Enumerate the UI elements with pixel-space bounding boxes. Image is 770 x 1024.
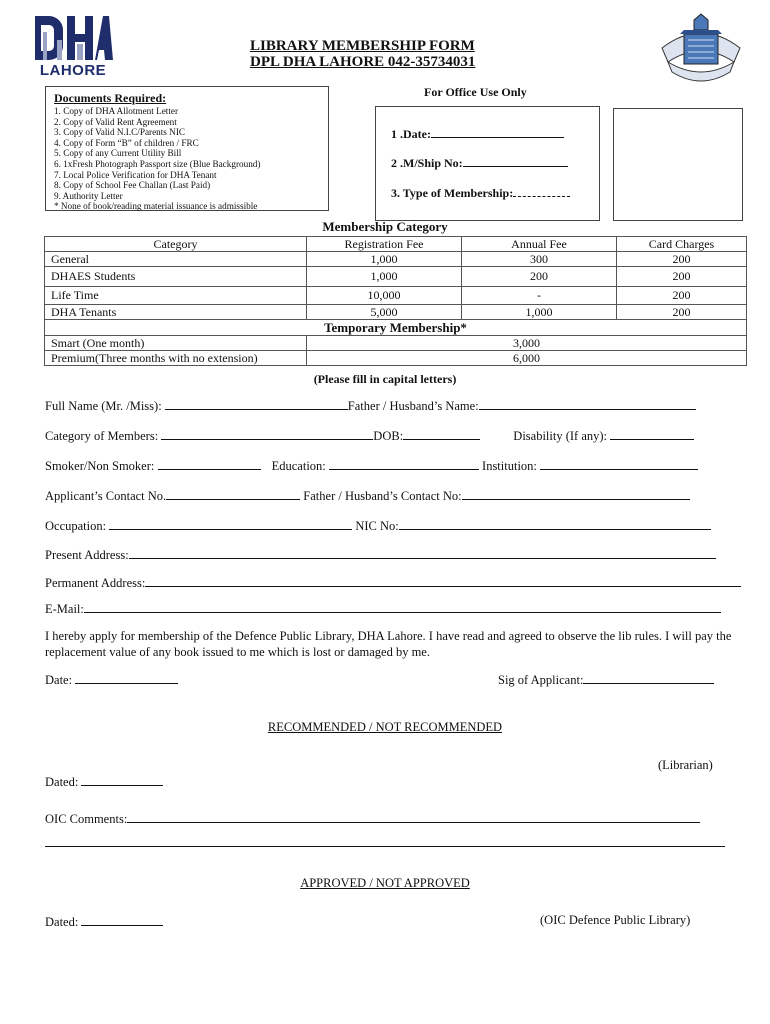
occupation-field[interactable] [109,517,352,530]
rec-dated-label: Dated: [45,775,79,789]
table-header-cell: Annual Fee [462,237,617,252]
table-row [45,252,747,267]
table-cell: 3,000 [307,336,747,351]
table-cell: DHAES Students [45,267,307,287]
contact-label: Applicant’s Contact No. [45,489,167,503]
category-field[interactable] [161,427,373,440]
dha-lahore-logo [33,12,113,80]
category-label: Category of Members: [45,429,159,443]
table-row [45,351,747,366]
document-item: 7. Local Police Verification for DHA Tenant [54,169,217,180]
table-row [45,305,747,320]
table-cell: 6,000 [307,351,747,366]
table-cell: Premium(Three months with no extension) [45,351,307,366]
documents-heading: Documents Required: [54,91,167,105]
father-name-label: Father / Husband’s Name: [347,399,479,413]
table-cell: 1,000 [307,267,462,287]
librarian-label: (Librarian) [658,758,713,772]
table-cell: 200 [617,287,747,305]
table-cell: General [45,252,307,267]
nic-field[interactable] [399,517,711,530]
document-item: 2. Copy of Valid Rent Agreement [54,116,177,127]
date-row [45,671,178,688]
email-label: E-Mail: [45,602,84,616]
table-row [45,336,747,351]
full-name-label: Full Name (Mr. /Miss): [45,399,162,413]
document-item: 4. Copy of Form “B” of children / FRC [54,137,199,148]
table-cell: 200 [462,267,617,287]
permanent-address-field[interactable] [145,574,741,587]
father-contact-label: Father / Husband’s Contact No: [303,489,462,503]
office-date-field[interactable] [431,125,564,138]
temporary-membership-heading: Temporary Membership* [45,320,747,336]
rec-dated-field[interactable] [81,773,163,786]
occupation-label: Occupation: [45,519,107,533]
office-date-label: 1 .Date: [391,127,431,141]
education-field[interactable] [329,457,479,470]
app-dated-row [45,913,163,930]
date-label: Date: [45,673,73,687]
father-name-field[interactable] [479,397,696,410]
office-mship-label: 2 .M/Ship No: [391,156,463,170]
document-item: 1. Copy of DHA Allotment Letter [54,106,179,116]
recommendation-heading[interactable]: RECOMMENDED / NOT RECOMMENDED [267,720,503,734]
present-address-label: Present Address: [45,548,129,562]
recommendation-heading-wrap [0,720,770,735]
table-row [45,237,747,252]
present-address-field[interactable] [129,546,716,559]
dob-field[interactable] [403,427,480,440]
education-label: Education: [271,459,326,473]
occupation-row [45,517,711,534]
oic-comments-field[interactable] [127,810,700,823]
signature-row [498,671,714,688]
membership-category-heading: Membership Category [322,219,448,234]
table-cell: Smart (One month) [45,336,307,351]
table-cell: - [462,287,617,305]
approval-heading[interactable]: APPROVED / NOT APPROVED [300,876,470,890]
table-cell: 1,000 [462,305,617,320]
category-row [45,427,694,444]
father-contact-field[interactable] [462,487,690,500]
oic-comments-line-2[interactable] [45,846,725,847]
email-field[interactable] [84,600,721,613]
rec-dated-row [45,773,163,790]
table-row [45,287,747,305]
office-mship-field[interactable] [463,154,568,167]
app-dated-field[interactable] [81,913,163,926]
email-row [45,600,721,617]
document-item: 8. Copy of School Fee Challan (Last Paid) [54,180,211,191]
smoker-label: Smoker/Non Smoker: [45,459,155,473]
signature-field[interactable] [583,671,714,684]
office-type-label: 3. Type of Membership: [391,186,514,200]
library-emblem-logo [654,12,748,92]
capital-letters-instruction: (Please fill in capital letters) [313,372,457,386]
table-row [45,267,747,287]
office-type-field[interactable] [513,184,570,197]
membership-table [44,236,747,366]
approval-heading-wrap [0,876,770,891]
permanent-address-label: Permanent Address: [45,576,146,590]
present-address-row [45,546,716,563]
table-cell: 5,000 [307,305,462,320]
form-title: LIBRARY MEMBERSHIP FORM [250,38,475,54]
table-cell: 300 [462,252,617,267]
app-dated-label: Dated: [45,915,79,929]
contact-field[interactable] [166,487,300,500]
smoker-row [45,457,698,474]
photo-box [613,108,743,221]
document-item: 5. Copy of any Current Utility Bill [54,148,182,159]
table-cell: 200 [617,267,747,287]
document-item: 9. Authority Letter [54,190,123,201]
contact-row [45,487,690,504]
table-cell: 200 [617,305,747,320]
smoker-field[interactable] [158,457,261,470]
documents-required-box [45,86,329,211]
documents-note: * None of book/reading material issuance is admissible [54,201,258,212]
table-header-cell: Category [45,237,307,252]
institution-field[interactable] [540,457,698,470]
date-field[interactable] [75,671,178,684]
table-header-cell: Registration Fee [307,237,462,252]
table-cell: DHA Tenants [45,305,307,320]
form-subtitle: DPL DHA LAHORE 042-35734031 [250,54,476,70]
oic-library-label: (OIC Defence Public Library) [540,913,691,927]
declaration-text: I hereby apply for membership of the Defence Public Library, DHA Lahore. I have read and agreed to observe the lib rules. I will pay the replacement value of any book issued to me which is lost or damaged by me. [45,629,732,659]
office-use-box [375,106,600,221]
institution-label: Institution: [482,459,537,473]
document-item: 3. Copy of Valid N.I.C/Parents NIC [54,127,186,138]
document-item: 6. 1xFresh Photograph Passport size (Blue Background) [54,158,261,169]
nic-label: NIC No: [355,519,399,533]
permanent-address-row [45,574,741,591]
table-cell: 10,000 [307,287,462,305]
oic-comments-row [45,810,700,827]
table-cell: 200 [617,252,747,267]
logo-lahore-text: LAHORE [39,62,107,79]
table-cell: Life Time [45,287,307,305]
disability-label: Disability (If any): [513,429,608,443]
table-header-cell: Card Charges [617,237,747,252]
table-cell: 1,000 [307,252,462,267]
full-name-field[interactable] [165,397,348,410]
full-name-row [45,397,696,414]
office-use-heading: For Office Use Only [424,85,527,99]
signature-label: Sig of Applicant: [498,673,584,687]
oic-comments-label: OIC Comments: [45,812,128,826]
disability-field[interactable] [610,427,694,440]
dob-label: DOB: [373,429,404,443]
table-row [45,320,747,336]
